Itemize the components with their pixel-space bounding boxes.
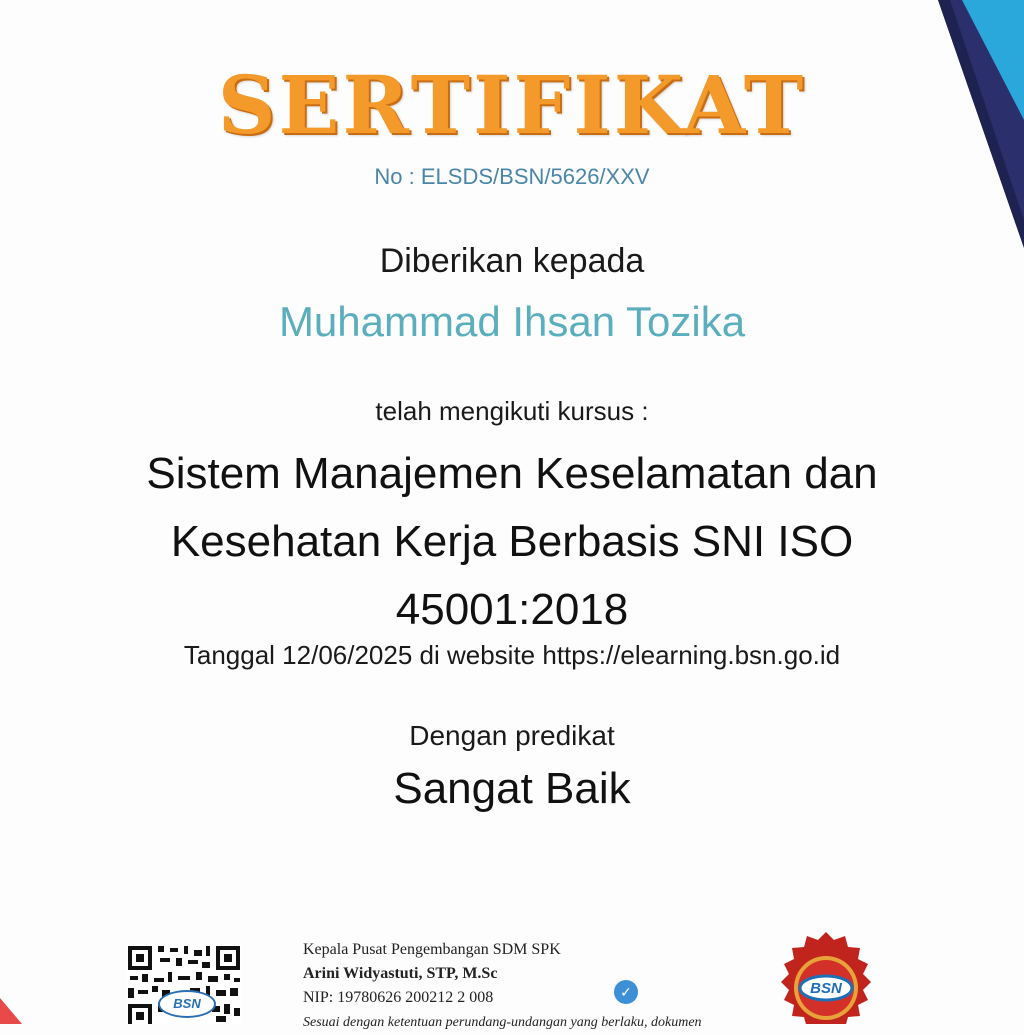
certificate-number: No : ELSDS/BSN/5626/XXV — [374, 164, 650, 189]
signatory-name: Arini Widyastuti, STP, M.Sc — [303, 965, 498, 982]
predicate-value: Sangat Baik — [393, 764, 631, 813]
given-to-label: Diberikan kepada — [379, 242, 645, 280]
followed-course-label: telah mengikuti kursus : — [375, 396, 649, 426]
bsn-seal-icon — [768, 930, 884, 1024]
course-title-line-3: 45001:2018 — [395, 585, 629, 634]
signatory-position: Kepala Pusat Pengembangan SDM SPK — [303, 941, 561, 958]
left-corner-decoration — [0, 998, 22, 1024]
certificate-title: SERTIFIKAT — [217, 58, 807, 152]
signature-block — [303, 938, 702, 1035]
legal-note: Sesuai dengan ketentuan perundang-undangan yang berlaku, dokumen — [303, 1015, 702, 1030]
signatory-nip: NIP: 19780626 200212 2 008 — [303, 989, 494, 1006]
qr-bsn-logo: BSN — [158, 990, 216, 1018]
recipient-name: Muhammad Ihsan Tozika — [278, 298, 746, 345]
course-title — [100, 440, 924, 644]
seal-text: BSN — [810, 980, 842, 997]
course-title-line-1: Sistem Manajemen Keselamatan dan — [146, 449, 878, 498]
verified-check-icon: ✓ — [614, 980, 638, 1004]
predicate-label: Dengan predikat — [409, 720, 615, 751]
course-title-line-2: Kesehatan Kerja Berbasis SNI ISO — [170, 517, 854, 566]
course-date-line: Tanggal 12/06/2025 di website https://elearning.bsn.go.id — [183, 640, 841, 670]
